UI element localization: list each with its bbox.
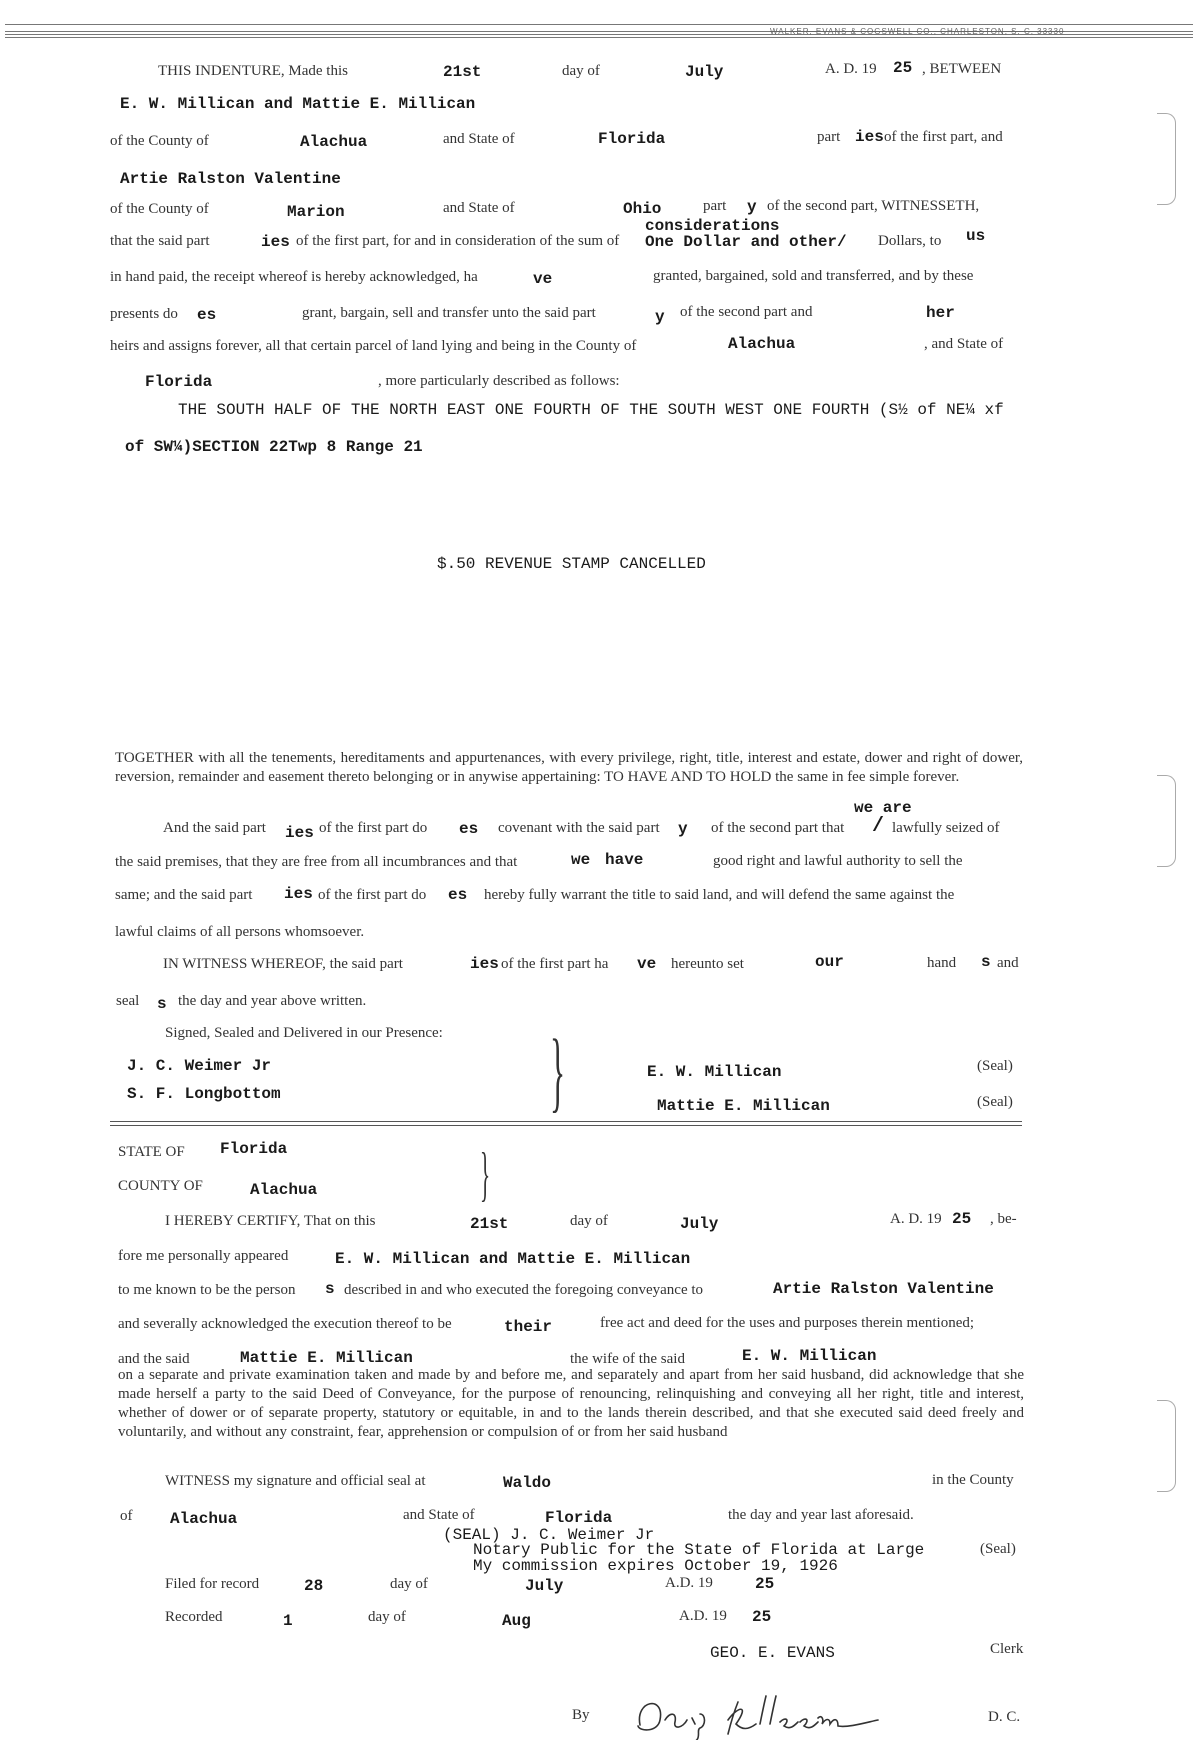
state-1: Florida [598, 130, 666, 148]
ack-described: described in and who executed the foregoing conveyance to [344, 1282, 704, 1298]
printer-mark: WALKER, EVANS & COGSWELL CO., CHARLESTON, S. C. 33330 [770, 27, 1065, 36]
same-suffix-2: es [448, 886, 468, 904]
ack-day: 21st [470, 1215, 509, 1233]
consideration-sum: One Dollar and other/ [645, 233, 847, 251]
ack-be: , be- [990, 1211, 1017, 1227]
covenant-pre: And the said part [163, 820, 266, 836]
we-are: we are [854, 799, 912, 817]
examination-clause: on a separate and private examination taken and made by and before me, and separately and apart from her said husband, did acknowledge that she made herself a party to the said Deed of Conveyance, for the purpose of renouncing, relinquishing and conveying all her right, title and interest, whether of dower or of separate property, statutory or equitable, in and to the lands therein described, and that she executed said deed freely and voluntarily, and without any constraint, fear, apprehension or compulsion of or from her said husband [118, 1367, 1024, 1440]
her: her [926, 304, 955, 322]
granted: granted, bargained, sold and transferred, and by these [653, 268, 974, 284]
hand: hand [927, 955, 957, 971]
label-second-part: of the second part, WITNESSETH, [767, 198, 980, 214]
notary-line-3: My commission expires October 19, 1926 [473, 1557, 838, 1575]
covenant-mid: of the first part do [319, 820, 428, 836]
clerk-label: Clerk [990, 1641, 1024, 1657]
seal-word: seal [116, 993, 140, 1009]
we: we [571, 851, 591, 869]
filed-label: Filed for record [165, 1576, 260, 1592]
ack-state-label: STATE OF [118, 1144, 185, 1160]
good-right: good right and lawful authority to sell the [713, 853, 963, 869]
recorded-year: 25 [752, 1608, 772, 1626]
covenant-end: of the second part that [711, 820, 845, 836]
last-aforesaid: the day and year last aforesaid. [728, 1507, 914, 1523]
recorded-day: 1 [283, 1612, 293, 1630]
premises: the said premises, that they are free from all incumbrances and that [115, 854, 518, 870]
ack-and-state: and State of [403, 1507, 475, 1523]
legal-description-line-2: of SW¼)SECTION 22Twp 8 Range 21 [125, 438, 423, 456]
recorded-day-of: day of [368, 1609, 406, 1625]
hand-suffix: s [981, 953, 991, 971]
witness-1: J. C. Weimer Jr [127, 1057, 272, 1075]
certify: I HEREBY CERTIFY, That on this [165, 1213, 376, 1229]
ack-ad: A. D. 19 [890, 1211, 942, 1227]
consideration-pre: that the said part [110, 233, 210, 249]
binding-tab [1157, 1400, 1176, 1492]
county-3: Alachua [728, 335, 796, 353]
signature-brace: } [550, 1022, 566, 1121]
wife-of: the wife of the said [570, 1351, 685, 1367]
label-state-2: and State of [443, 200, 515, 216]
label-state-1: and State of [443, 131, 515, 147]
dc-label: D. C. [988, 1709, 1021, 1725]
described: , more particularly described as follows: [378, 373, 620, 389]
witness-2: S. F. Longbottom [127, 1085, 281, 1103]
same-mid: of the first part do [318, 887, 427, 903]
witness-suffix: ies [470, 955, 499, 973]
covenant-suffix-1: ies [285, 824, 314, 842]
covenant-suffix-3: y [678, 820, 688, 838]
severally: and severally acknowledged the execution thereof to be [118, 1316, 452, 1332]
notary-seal-label: (Seal) [980, 1541, 1016, 1557]
have-suffix: ve [533, 270, 553, 288]
part-1-suffix: ies [855, 128, 884, 146]
label-first-part: of the first part, and [884, 129, 1003, 145]
presents: presents do [110, 306, 178, 322]
filed-day: 28 [304, 1577, 324, 1595]
and-said: and the said [118, 1351, 190, 1367]
ack-day-of: day of [570, 1213, 608, 1229]
indenture-year: 25 [893, 59, 913, 77]
label-between: , BETWEEN [922, 61, 1002, 77]
grant-suffix: y [655, 308, 665, 326]
witness-signature: WITNESS my signature and official seal at [165, 1473, 426, 1489]
grantors: E. W. Millican and Mattie E. Millican [120, 95, 476, 113]
label-dollars-to: Dollars, to [878, 233, 942, 249]
slash-mark: / [872, 815, 885, 838]
ack-grantee: Artie Ralston Valentine [773, 1280, 994, 1298]
ack-state: Florida [220, 1140, 288, 1158]
and-word: and [997, 955, 1019, 971]
seal-label-2: (Seal) [977, 1094, 1013, 1110]
our: our [815, 953, 844, 971]
part-2-suffix: y [747, 198, 757, 216]
witness-mid: of the first part ha [501, 956, 609, 972]
grantee: Artie Ralston Valentine [120, 170, 341, 188]
signer-2: Mattie E. Millican [657, 1097, 830, 1115]
seal-label-1: (Seal) [977, 1058, 1013, 1074]
state-3: Florida [145, 373, 213, 391]
consideration-mid: of the first part, for and in consideration of the sum of [296, 233, 620, 249]
ack-county-label: COUNTY OF [118, 1178, 203, 1194]
county-2: Marion [287, 203, 345, 221]
label-state-3: , and State of [924, 336, 1004, 352]
considerations-insert: considerations [645, 217, 780, 235]
binding-tab [1157, 775, 1176, 867]
recorded-ad: A.D. 19 [679, 1608, 727, 1624]
legal-description-line-1: THE SOUTH HALF OF THE NORTH EAST ONE FOURTH OF THE SOUTH WEST ONE FOURTH (S½ of NE¼ xf [178, 401, 1004, 419]
hereunto: hereunto set [671, 956, 744, 972]
same: same; and the said part [115, 887, 253, 903]
county-brace: } [480, 1141, 491, 1207]
hand-paid: in hand paid, the receipt whereof is hereby acknowledged, ha [110, 269, 478, 285]
county-1: Alachua [300, 133, 368, 151]
ack-of: of [120, 1508, 133, 1524]
notary-line-1: (SEAL) J. C. Weimer Jr [443, 1526, 655, 1544]
recorded-month: Aug [502, 1612, 531, 1630]
witness-suffix-2: ve [637, 955, 657, 973]
have: have [605, 851, 644, 869]
by-label: By [572, 1707, 590, 1723]
wife-name: Mattie E. Millican [240, 1349, 413, 1367]
binding-tab [1157, 113, 1176, 205]
in-county: in the County [932, 1472, 1014, 1488]
recorded-label: Recorded [165, 1609, 223, 1625]
their: their [504, 1318, 553, 1336]
consideration-suffix: ies [261, 233, 290, 251]
witness-pre: IN WITNESS WHEREOF, the said part [163, 956, 403, 972]
deputy-signature [620, 1690, 890, 1740]
filed-year: 25 [755, 1575, 775, 1593]
of-second: of the second part and [680, 304, 813, 320]
together-clause: TOGETHER with all the tenements, hereditaments and appurtenances, with every privilege, right, title, interest and estate, dower and right of dower, reversion, remainder and easement thereto belonging or in anywise appertaining: TO HAVE AND TO HOLD the same in fee simple forever. [115, 750, 1023, 785]
ack-appeared: E. W. Millican and Mattie E. Millican [335, 1250, 691, 1268]
seal-suffix: s [157, 995, 167, 1013]
label-county-1: of the County of [110, 133, 209, 149]
filed-month: July [525, 1577, 564, 1595]
state-2: Ohio [623, 200, 662, 218]
day-year: the day and year above written. [178, 993, 367, 1009]
lawfully: lawfully seized of [892, 820, 1000, 836]
known: to me known to be the person [118, 1282, 296, 1298]
warrant: hereby fully warrant the title to said land, and will defend the same against the [484, 887, 955, 903]
label-county-2: of the County of [110, 201, 209, 217]
filed-day-of: day of [390, 1576, 428, 1592]
label-part-1: part [817, 129, 841, 145]
section-rule [110, 1121, 1022, 1122]
top-rule [5, 37, 1193, 38]
indenture-intro: THIS INDENTURE, Made this [158, 63, 348, 79]
covenant-mid2: covenant with the said part [498, 820, 660, 836]
section-rule [110, 1125, 1022, 1126]
signed-presence: Signed, Sealed and Delivered in our Presence: [165, 1025, 443, 1041]
label-ad: A. D. 19 [825, 61, 877, 77]
filed-ad: A.D. 19 [665, 1575, 713, 1591]
ack-county-2: Alachua [170, 1510, 238, 1528]
us: us [966, 227, 986, 245]
presents-suffix: es [197, 306, 217, 324]
indenture-day: 21st [443, 63, 482, 81]
ack-month: July [680, 1215, 719, 1233]
lawful-claims: lawful claims of all persons whomsoever. [115, 924, 365, 940]
free-act: free act and deed for the uses and purposes therein mentioned; [600, 1315, 975, 1331]
known-suffix: s [325, 1280, 335, 1298]
covenant-suffix-2: es [459, 820, 479, 838]
revenue-stamp-note: $.50 REVENUE STAMP CANCELLED [437, 555, 706, 573]
top-rule [5, 24, 1193, 25]
indenture-month: July [685, 63, 724, 81]
notary-line-2: Notary Public for the State of Florida at Large [473, 1541, 925, 1559]
heirs: heirs and assigns forever, all that certain parcel of land lying and being in the County of [110, 338, 637, 354]
signer-1: E. W. Millican [647, 1063, 782, 1081]
grant: grant, bargain, sell and transfer unto the said part [302, 305, 596, 321]
ack-place: Waldo [503, 1474, 552, 1492]
ack-state-2: Florida [545, 1509, 613, 1527]
ack-county: Alachua [250, 1181, 318, 1199]
fore-me: fore me personally appeared [118, 1248, 289, 1264]
clerk-name: GEO. E. EVANS [710, 1644, 835, 1662]
label-day-of: day of [562, 63, 600, 79]
same-suffix: ies [284, 885, 313, 903]
husband: E. W. Millican [742, 1347, 877, 1365]
label-part-2: part [703, 198, 727, 214]
ack-year: 25 [952, 1210, 972, 1228]
